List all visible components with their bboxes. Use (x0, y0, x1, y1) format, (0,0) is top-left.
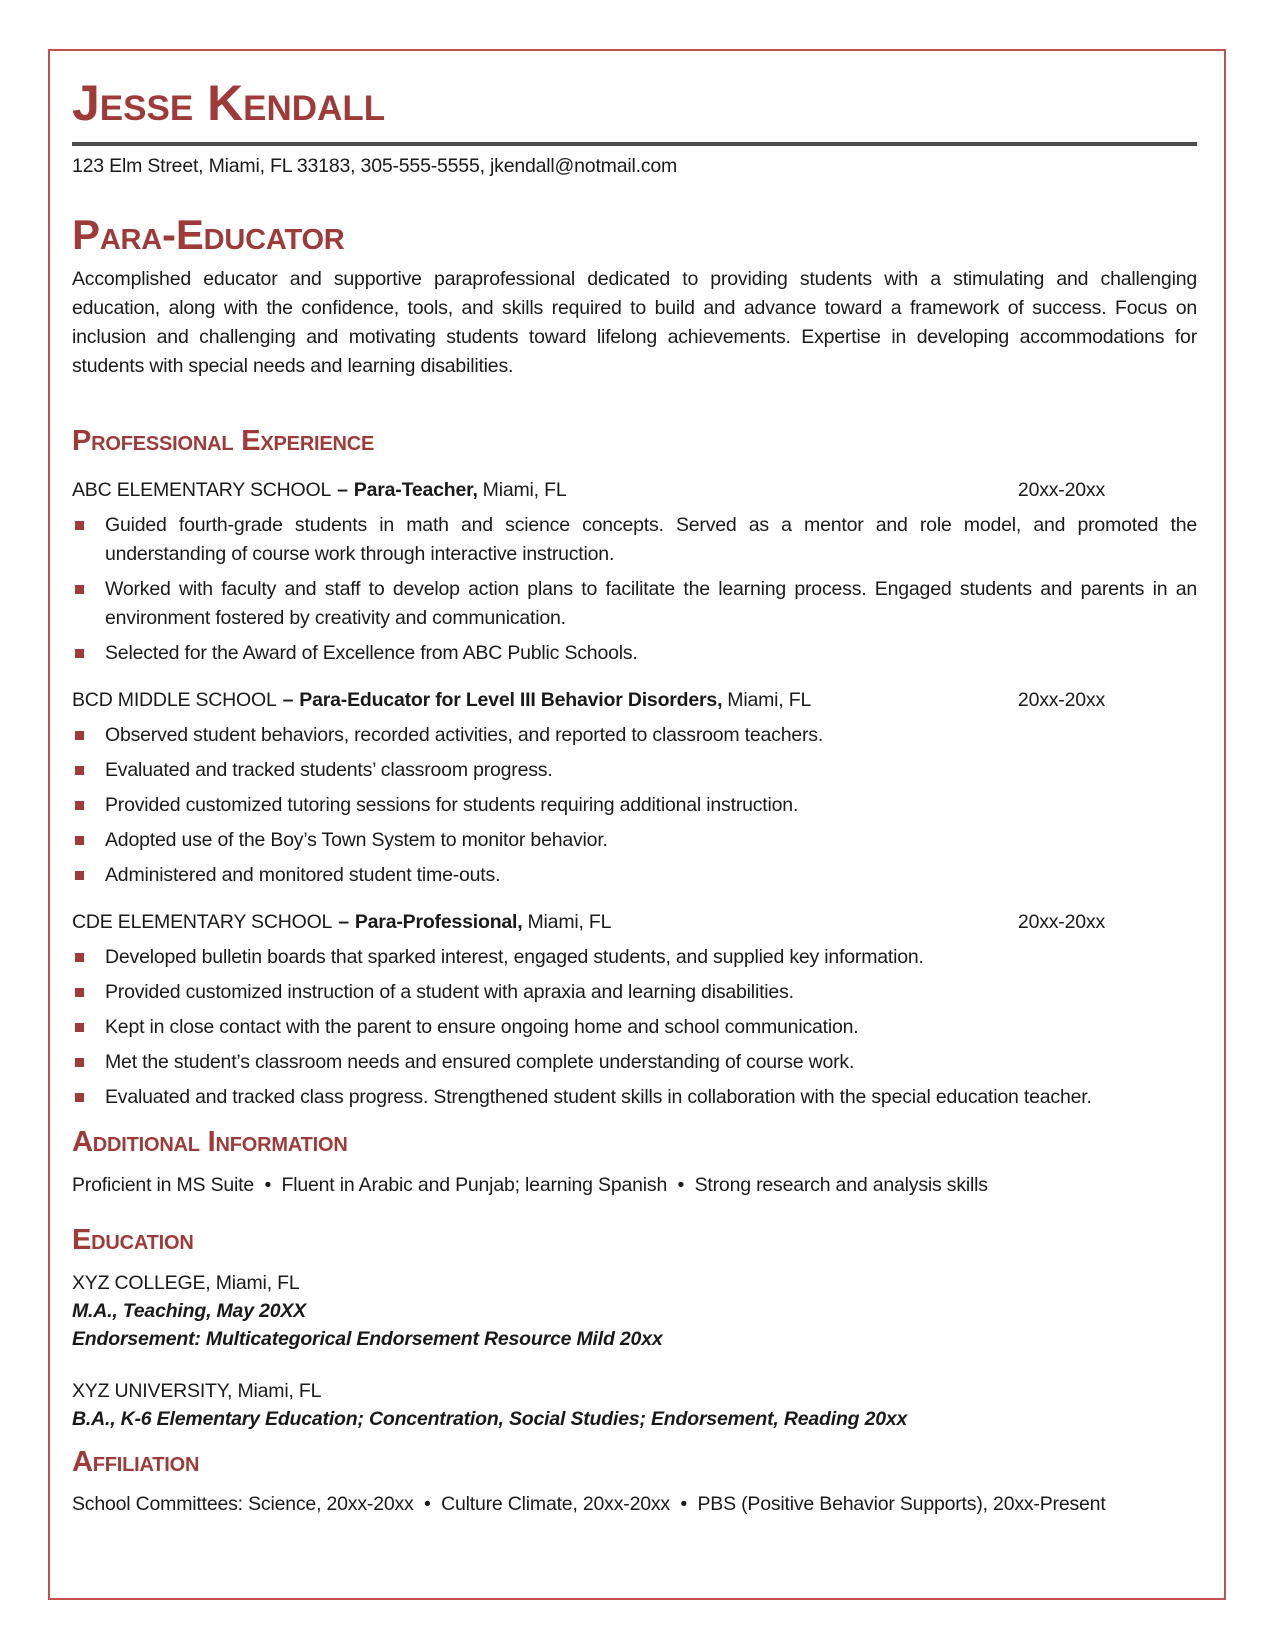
bullet-text: Met the student’s classroom needs and ensured complete understanding of course work. (105, 1051, 855, 1074)
bullet-item (72, 1013, 1197, 1042)
degree-line: B.A., K-6 Elementary Education; Concentration, Social Studies; Endorsement, Reading 20xx (72, 1408, 908, 1431)
school-name: XYZ COLLEGE, Miami, FL (72, 1272, 300, 1295)
bullet-item (72, 791, 1197, 820)
bullet-item (72, 575, 1197, 633)
bullet-item (72, 511, 1197, 569)
education-entry (72, 1269, 1197, 1353)
job-dates: 20xx-20xx (1017, 689, 1105, 712)
square-bullet-icon (75, 521, 84, 530)
title-section (72, 211, 1197, 381)
square-bullet-icon (75, 766, 84, 775)
additional-info-line: Proficient in MS Suite • Fluent in Arabic and Punjab; learning Spanish • Strong research and analysis skills (72, 1173, 988, 1196)
bullet-text: Provided customized tutoring sessions for students requiring additional instruction. (105, 794, 799, 817)
square-bullet-icon (75, 836, 84, 845)
job-entry (72, 908, 1197, 1112)
job-entry (72, 686, 1197, 890)
bullet-text: Observed student behaviors, recorded activities, and reported to classroom teachers. (105, 724, 824, 747)
job-title: Para-Teacher, (353, 479, 478, 502)
affiliation-section (72, 1446, 1197, 1519)
resume-title-heading: Para-Educator (72, 211, 345, 258)
school-name: XYZ UNIVERSITY, Miami, FL (72, 1380, 322, 1403)
job-dates: 20xx-20xx (1017, 479, 1105, 502)
bullet-item (72, 978, 1197, 1007)
square-bullet-icon (75, 1023, 84, 1032)
header-divider-rule (72, 142, 1197, 146)
square-bullet-icon (75, 1093, 84, 1102)
bullet-text: Worked with faculty and staff to develop action plans to facilitate the learning process. Engaged students and parents in an environment fostered by creativity and communication. (105, 578, 1197, 630)
education-heading: Education (72, 1223, 194, 1256)
job-bullet-list (72, 511, 1197, 668)
bullet-item (72, 639, 1197, 668)
dash-separator: – (338, 911, 349, 934)
square-bullet-icon (75, 585, 84, 594)
bullet-text: Developed bulletin boards that sparked interest, engaged students, and supplied key information. (105, 946, 924, 969)
square-bullet-icon (75, 801, 84, 810)
affiliation-line: School Committees: Science, 20xx-20xx • Culture Climate, 20xx-20xx • PBS (Positive Behavior Supports), 20xx-Present (72, 1493, 1106, 1516)
contact-line: 123 Elm Street, Miami, FL 33183, 305-555-5555, jkendall@notmail.com (72, 155, 678, 177)
square-bullet-icon (75, 988, 84, 997)
additional-info-heading: Additional Information (72, 1126, 348, 1159)
job-dates: 20xx-20xx (1017, 911, 1105, 934)
bullet-text: Selected for the Award of Excellence from ABC Public Schools. (105, 642, 638, 665)
experience-heading: Professional Experience (72, 425, 375, 457)
bullet-item (72, 721, 1197, 750)
job-location: Miami, FL (482, 479, 567, 502)
job-header (72, 908, 1197, 937)
job-header (72, 686, 1197, 715)
bullet-text: Provided customized instruction of a student with apraxia and learning disabilities. (105, 981, 794, 1004)
page-border-frame (48, 49, 1226, 1600)
bullet-text: Guided fourth-grade students in math and science concepts. Served as a mentor and role model, and promoted the understanding of course work through interactive instruction. (105, 514, 1197, 566)
bullet-item (72, 756, 1197, 785)
square-bullet-icon (75, 731, 84, 740)
degree-lines (72, 1297, 1197, 1353)
employer-name: CDE ELEMENTARY SCHOOL (72, 911, 333, 934)
bullet-text: Administered and monitored student time-outs. (105, 864, 501, 887)
job-header (72, 476, 1197, 505)
education-list (72, 1269, 1197, 1433)
bullet-text: Adopted use of the Boy’s Town System to monitor behavior. (105, 829, 608, 852)
degree-line: M.A., Teaching, May 20XX (72, 1300, 306, 1323)
resume-header (72, 77, 1197, 178)
job-title: Para-Educator for Level III Behavior Disorders, (299, 689, 723, 712)
bullet-text: Evaluated and tracked class progress. Strengthened student skills in collaboration with the special education teacher. (105, 1086, 1092, 1109)
candidate-name: Jesse Kendall (72, 75, 386, 131)
bullet-item (72, 1083, 1197, 1112)
summary-paragraph: Accomplished educator and supportive paraprofessional dedicated to providing students with a stimulating and challenging education, along with the confidence, tools, and skills required to build and advance toward a framework of success. Focus on inclusion and challenging and motivating students toward lifelong achievements. Expertise in developing accommodations for students with special needs and learning disabilities. (72, 268, 1197, 377)
bullet-text: Evaluated and tracked students’ classroom progress. (105, 759, 553, 782)
dash-separator: – (337, 479, 348, 502)
employer-name: ABC ELEMENTARY SCHOOL (72, 479, 332, 502)
job-entry (72, 476, 1197, 668)
job-title: Para-Professional, (354, 911, 523, 934)
affiliation-heading: Affiliation (72, 1446, 200, 1479)
bullet-item (72, 1048, 1197, 1077)
employer-name: BCD MIDDLE SCHOOL (72, 689, 277, 712)
additional-info-section (72, 1126, 1197, 1199)
bullet-item (72, 826, 1197, 855)
bullet-text: Kept in close contact with the parent to ensure ongoing home and school communication. (105, 1016, 859, 1039)
job-location: Miami, FL (727, 689, 812, 712)
bullet-item (72, 861, 1197, 890)
square-bullet-icon (75, 1058, 84, 1067)
job-list (72, 476, 1197, 1112)
square-bullet-icon (75, 953, 84, 962)
bullet-item (72, 943, 1197, 972)
job-bullet-list (72, 721, 1197, 890)
dash-separator: – (282, 689, 294, 712)
degree-line: Endorsement: Multicategorical Endorsement Resource Mild 20xx (72, 1328, 663, 1351)
degree-lines (72, 1405, 1197, 1433)
square-bullet-icon (75, 649, 84, 658)
job-bullet-list (72, 943, 1197, 1112)
education-section (72, 1224, 1197, 1433)
job-location: Miami, FL (527, 911, 612, 934)
square-bullet-icon (75, 871, 84, 880)
experience-section (72, 425, 1197, 1112)
education-entry (72, 1377, 1197, 1433)
